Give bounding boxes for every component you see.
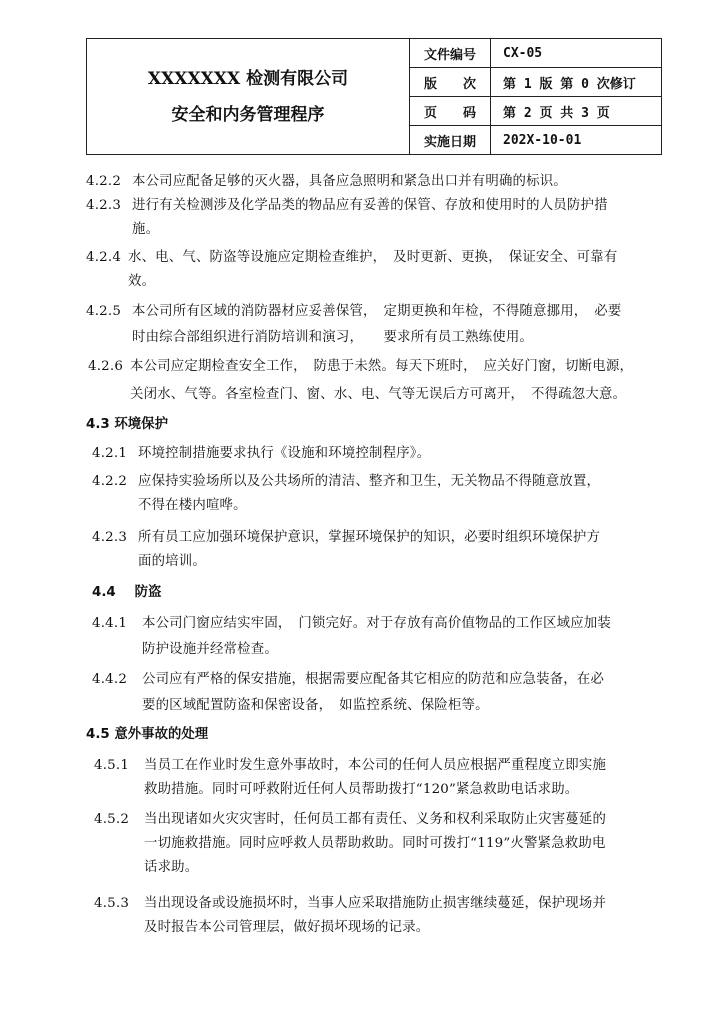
page-value: 第 2 页 共 3 页 — [491, 97, 662, 126]
doc-number-label: 文件编号 — [410, 39, 491, 68]
section-number: 4.4 — [92, 585, 116, 600]
clause-text-line1: 公司应有严格的保安措施，根据需要应配备其它相应的防范和应急装备，在必 — [142, 672, 605, 687]
section-4-3-heading — [86, 414, 168, 436]
clause-4-2-5 — [86, 300, 646, 352]
section-title: 防盗 — [134, 585, 162, 600]
clause-4-5-2 — [94, 808, 654, 880]
section-number: 4.5 — [86, 727, 110, 742]
clause-4-2-4 — [86, 246, 646, 294]
clause-number: 4.2.1 — [92, 446, 128, 461]
clause-text-line1: 本公司所有区域的消防器材应妥善保管， 定期更换和年检，不得随意挪用， 必要 — [132, 304, 622, 319]
clause-text-line1: 所有员工应加强环境保护意识，掌握环境保护的知识，必要时组织环境保护方 — [138, 530, 601, 545]
clause-text-line1: 本公司门窗应结实牢固， 门锁完好。对于存放有高价值物品的工作区域应加装 — [142, 616, 611, 631]
clause-number: 4.5.1 — [94, 758, 130, 773]
section-4-5-heading — [86, 724, 208, 746]
edition-label: 版 次 — [410, 68, 491, 97]
clause-4-5-3 — [94, 892, 654, 940]
clause-text-line2: 要的区域配置防盗和保密设备， 如监控系统、保险柜等。 — [142, 698, 489, 713]
clause-number: 4.2.6 — [88, 359, 124, 374]
doc-number-value: CX-05 — [491, 39, 662, 68]
clause-text-line1: 当出现诸如火灾灾害时，任何员工都有责任、义务和权利采取防止灾害蔓延的 — [144, 812, 607, 827]
clause-text-line2: 及时报告本公司管理层，做好损坏现场的记录。 — [144, 920, 430, 935]
clause-4-5-1 — [94, 754, 654, 802]
clause-text-line2: 时由综合部组织进行消防培训和演习， 要求所有员工熟练使用。 — [132, 330, 534, 345]
clause-env-4-2-1 — [92, 442, 652, 466]
clause-text-line2: 救助措施。同时可呼救附近任何人员帮助拨打“120”紧急救助电话求助。 — [144, 782, 579, 797]
clause-env-4-2-3 — [92, 526, 652, 574]
clause-number: 4.5.3 — [94, 896, 130, 911]
clause-text-line2: 效。 — [128, 274, 156, 289]
clause-text: 本公司应配备足够的灭火器，具备应急照明和紧急出口并有明确的标识。 — [132, 174, 567, 189]
clause-4-2-3 — [86, 194, 646, 242]
clause-text-line1: 当出现设备或设施损坏时，当事人应采取措施防止损害继续蔓延，保护现场并 — [144, 896, 607, 911]
section-title: 环境保护 — [114, 417, 168, 432]
clause-text-line2: 施。 — [132, 222, 160, 237]
section-title: 意外事故的处理 — [114, 727, 209, 742]
clause-number: 4.2.3 — [86, 198, 122, 213]
clause-text-line2: 关闭水、气等。各室检查门、窗、水、电、气等无误后方可离开， 不得疏忽大意。 — [130, 387, 627, 402]
clause-text-line2: 不得在楼内喧哗。 — [138, 498, 247, 513]
section-4-4-heading — [92, 582, 161, 604]
clause-number: 4.4.2 — [92, 672, 128, 687]
clause-4-4-2 — [92, 668, 652, 720]
clause-env-4-2-2 — [92, 470, 652, 518]
clause-number: 4.2.2 — [86, 174, 122, 189]
company-name: XXXXXXX 检测有限公司 — [147, 68, 349, 89]
clause-4-2-2 — [86, 170, 646, 194]
clause-number: 4.4.1 — [92, 616, 128, 631]
document-header-table — [86, 38, 662, 155]
clause-text: 环境控制措施要求执行《设施和环境控制程序》。 — [138, 446, 431, 461]
clause-number: 4.2.2 — [92, 474, 128, 489]
page-label: 页 码 — [410, 97, 491, 126]
clause-text-line1: 应保持实验场所以及公共场所的清洁、整齐和卫生，无关物品不得随意放置， — [138, 474, 601, 489]
clause-text-line1: 当员工在作业时发生意外事故时，本公司的任何人员应根据严重程度立即实施 — [144, 758, 607, 773]
clause-4-4-1 — [92, 612, 652, 664]
clause-text-line2: 一切施救措施。同时应呼救人员帮助救助。同时可拨打“119”火警紧急救助电 — [144, 836, 606, 851]
clause-text-line1: 本公司应定期检查安全工作， 防患于未然。每天下班时， 应关好门窗，切断电源， — [130, 359, 634, 374]
clause-number: 4.5.2 — [94, 812, 130, 827]
effective-date-value: 202X-10-01 — [491, 126, 662, 155]
edition-value: 第 1 版 第 0 次修订 — [491, 68, 662, 97]
clause-number: 4.2.5 — [86, 304, 122, 319]
clause-text-line3: 话求助。 — [144, 860, 199, 875]
effective-date-label: 实施日期 — [410, 126, 491, 155]
company-cell — [87, 39, 410, 155]
clause-4-2-6 — [88, 355, 648, 411]
document-title: 安全和内务管理程序 — [171, 104, 325, 125]
clause-text-line2: 防护设施并经常检查。 — [142, 642, 278, 657]
clause-number: 4.2.4 — [86, 250, 122, 265]
section-number: 4.3 — [86, 417, 110, 432]
clause-text-line1: 进行有关检测涉及化学品类的物品应有妥善的保管、存放和使用时的人员防护措 — [132, 198, 608, 213]
clause-number: 4.2.3 — [92, 530, 128, 545]
clause-text-line2: 面的培训。 — [138, 554, 206, 569]
clause-text-line1: 水、电、气、防盗等设施应定期检查维护， 及时更新、更换， 保证安全、可靠有 — [128, 250, 618, 265]
